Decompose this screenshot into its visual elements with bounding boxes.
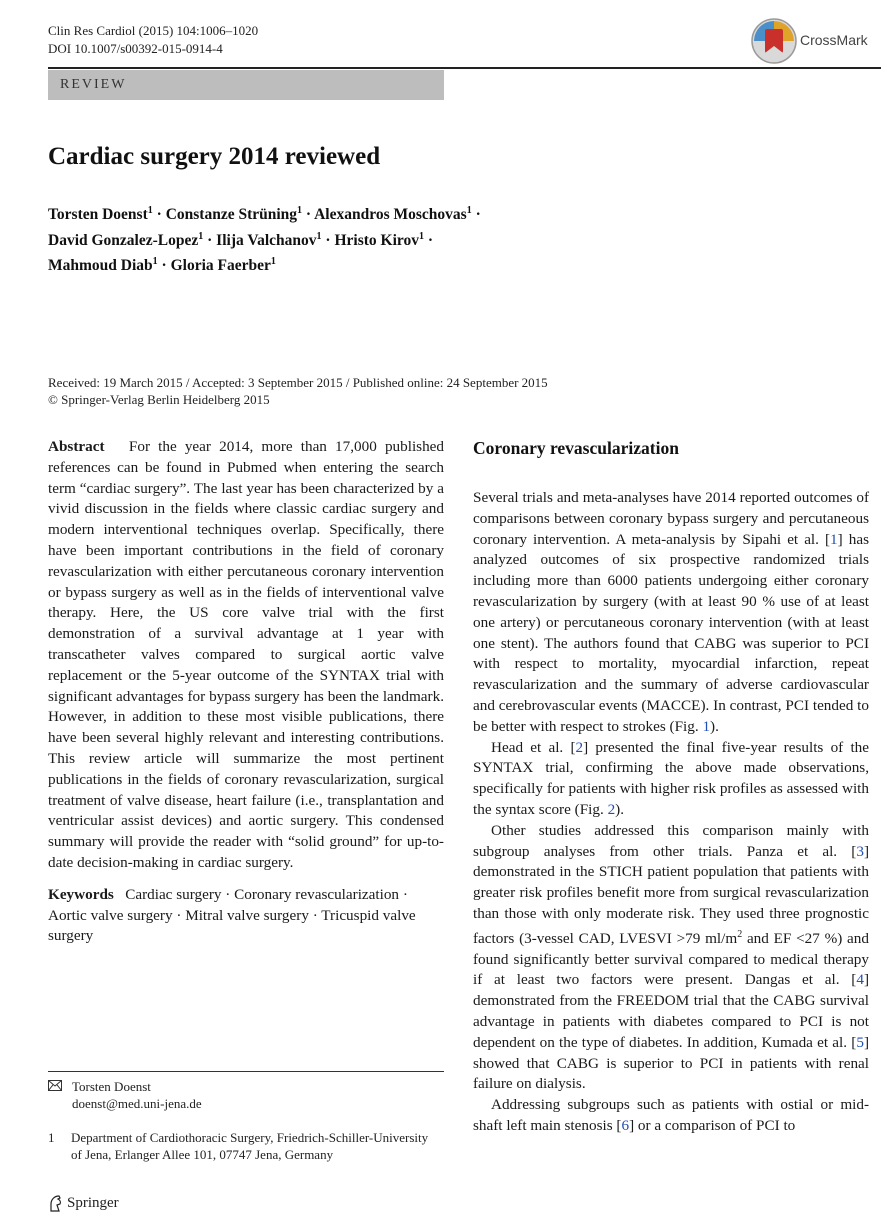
- section-heading: Coronary revascularization: [473, 438, 679, 458]
- affiliation: [48, 1129, 444, 1163]
- figure-link[interactable]: 2: [607, 800, 616, 818]
- author-list: Torsten Doenst$^1$ · Constanze Strüning$^1$ · Alexandros Moschovas$^1$ · David Gonzalez-Lopez$^1$ · Ilija Valchanov$^1$ · Hristo Kirov$^1$ · Mahmoud Diab$^1$ · Gloria Faerber$^1$: [48, 205, 481, 275]
- article-type-label: REVIEW: [60, 77, 127, 92]
- citation-link[interactable]: 6: [621, 1116, 630, 1134]
- keywords-heading: Keywords: [48, 885, 114, 903]
- affiliation-marker: 1: [147, 205, 153, 216]
- author-name[interactable]: Constanze Strüning: [165, 206, 298, 224]
- corresponding-email[interactable]: doenst@med.uni-jena.de: [72, 1096, 202, 1111]
- citation-link[interactable]: 3: [856, 842, 864, 860]
- affiliation-marker: 1: [418, 230, 424, 242]
- publisher-logo: [48, 1195, 119, 1212]
- affiliation-marker: 1: [270, 256, 276, 268]
- affiliation-text: Department of Cardiothoracic Surgery, Friedrich-Schiller-University of Jena, Erlanger Allee 101, 07747 Jena, Germany: [71, 1130, 429, 1162]
- article-type-bar: [48, 70, 444, 100]
- body-paragraph: [473, 488, 869, 738]
- affiliation-number: 1: [48, 1130, 55, 1145]
- affiliation-marker: 1: [297, 205, 303, 216]
- header-rule: [48, 67, 881, 69]
- body-paragraph: [473, 738, 869, 821]
- right-column: [473, 437, 869, 1137]
- author-name[interactable]: Alexandros Moschovas: [314, 206, 467, 224]
- citation-link[interactable]: 2: [575, 738, 584, 756]
- journal-citation: Clin Res Cardiol (2015) 104:1006–1020: [48, 23, 259, 38]
- text-run: ] has analyzed outcomes of six prospective randomized trials including more than 6000 patients undergoing either coronary revascularization by surgery (with at least 90 % use of at least one artery) or percutaneous coronary intervention (with at least one stent). The authors found that CABG was superior to PCI with respect to mortality, myocardial infarction, repeat revascularization and the summary of adverse cardiovascular and cerebrovascular events (MACCE). In contrast, PCI tended to be better with respect to strokes (Fig.: [473, 530, 869, 735]
- text-run: ] presented the final five-year results of the SYNTAX trial, confirming the above made observations, specifically for patients with higher risk profiles as assessed with the syntax score (Fig.: [473, 738, 870, 818]
- text-run: ] demonstrated from the FREEDOM trial that the CABG survival advantage in patients with diabetes compared to PCI is not dependent on the type of diabetes. In addition, Kumada et al. [: [473, 971, 869, 1051]
- text-run: ] showed that CABG is superior to PCI in patients with renal failure on dialysis.: [473, 1033, 869, 1093]
- text-run: Several trials and meta-analyses have 2014 reported outcomes of comparisons between coronary bypass surgery and percutaneous coronary intervention. A meta-analysis by Sipahi et al. [: [473, 489, 869, 548]
- corresponding-author: Torsten Doenst: [72, 1079, 151, 1094]
- springer-horse-icon: [48, 1195, 63, 1212]
- copyright-notice: © Springer-Verlag Berlin Heidelberg 2015: [48, 392, 270, 407]
- publisher-name: Springer: [67, 1195, 119, 1211]
- text-run: ] demonstrated in the STICH patient population that patients with greater risk profiles benefit more from surgical revascularization than those with only moderate risk. They used three prognostic factors (3-vessel CAD, LVESVI >79 ml/m: [473, 842, 869, 947]
- footnote-rule: [48, 1071, 444, 1072]
- text-run: ] or a comparison of PCI to: [629, 1116, 796, 1134]
- abstract-text: For the year 2014, more than 17,000 published references can be found in Pubmed when entering the search term “cardiac surgery”. The last year has been characterized by a vivid discussion in the fields where classic cardiac surgery and modern interventional techniques overlap. Specifically, there have been important contributions in the field of coronary revascularization with either percutaneous coronary intervention or bypass surgery as well as in the fields of interventional valve therapy. Here, the US core valve trial with the first demonstration of a survival advantage at 1 year with transcatheter valves compared to surgical aortic valve replacement or the 5-year outcome of the SYNTAX trial with significant advantages for bypass surgery has been the landmark. However, in addition to these most visible publications, there have been several highly relevant and interesting contributions. This review article will summarize the most pertinent publications in the fields of coronary revascularization, surgical treatment of valve disease, heart failure (i.e., transplantation and ventricular assist devices) and aortic surgery. This condensed summary will provide the reader with “solid ground” for up-to-date decision-making in cardiac surgery.: [48, 438, 444, 871]
- doi-line: DOI 10.1007/s00392-015-0914-4: [48, 41, 223, 56]
- citation-link[interactable]: 1: [830, 530, 838, 548]
- text-run: and EF <27 %) and found significantly better survival compared to medical therapy if at least two factors were present. Dangas et al. [: [473, 929, 869, 989]
- article-title: Cardiac surgery 2014 reviewed: [48, 143, 381, 170]
- author-name[interactable]: Torsten Doenst: [48, 206, 148, 224]
- author-name[interactable]: David Gonzalez-Lopez: [48, 231, 199, 249]
- text-run: Head et al. [: [491, 738, 576, 756]
- abstract-heading: Abstract: [48, 438, 105, 455]
- envelope-icon: [48, 1080, 62, 1091]
- citation-link[interactable]: 5: [856, 1033, 864, 1051]
- affiliation-marker: 1: [198, 230, 204, 242]
- affiliation-marker: 1: [152, 256, 158, 268]
- publication-dates: [48, 374, 548, 408]
- crossmark-badge[interactable]: [750, 17, 870, 67]
- affiliation-marker: 1: [316, 230, 322, 242]
- text-run: ).: [615, 800, 625, 818]
- affiliation-marker: 1: [466, 205, 472, 216]
- keywords: [48, 885, 444, 947]
- left-column: [48, 437, 444, 947]
- figure-link[interactable]: 1: [702, 717, 711, 735]
- text-run: Addressing subgroups such as patients with ostial or mid-shaft left main stenosis [: [473, 1096, 869, 1134]
- body-paragraph: [473, 1095, 869, 1137]
- author-name[interactable]: Gloria Faerber: [170, 257, 271, 275]
- crossmark-label: CrossMark: [800, 32, 868, 48]
- superscript: 2: [737, 928, 743, 940]
- crossmark-icon: [750, 17, 798, 65]
- abstract: [48, 437, 444, 874]
- history-dates: Received: 19 March 2015 / Accepted: 3 September 2015 / Published online: 24 September 2015: [48, 375, 548, 390]
- text-run: Other studies addressed this comparison mainly with subgroup analyses from other trials. Panza et al. [: [473, 821, 869, 860]
- correspondence: [48, 1078, 444, 1112]
- citation-link[interactable]: 4: [856, 971, 864, 989]
- body-paragraph: [473, 821, 869, 1095]
- author-name[interactable]: Hristo Kirov: [334, 231, 419, 249]
- keywords-text: Cardiac surgery · Coronary revascularization · Aortic valve surgery · Mitral valve surgery · Tricuspid valve surgery: [48, 885, 416, 945]
- text-run: ).: [710, 717, 719, 735]
- author-name[interactable]: Mahmoud Diab: [48, 257, 153, 275]
- author-name[interactable]: Ilija Valchanov: [216, 231, 317, 249]
